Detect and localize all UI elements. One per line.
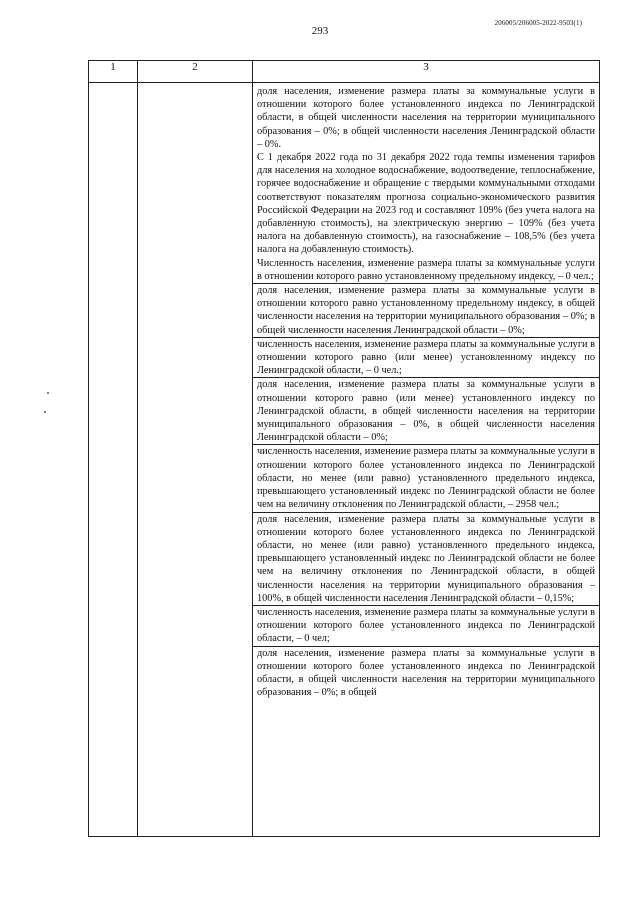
scan-mark bbox=[47, 392, 49, 394]
table-header-row bbox=[89, 61, 600, 83]
table-row bbox=[89, 83, 600, 837]
column-1-cell bbox=[89, 83, 138, 837]
paragraph: Численность населения, изменение размера платы за коммунальные услуги в отношении которого равно установленному предельному индексу, – 0 чел.; bbox=[257, 257, 595, 282]
paragraph: численность населения, изменение размера платы за коммунальные услуги в отношении которого более установленного индекса по Ленинградской области, но менее (или равно) установленного предельного индекса, превышающего установленный индекс по Ленинградской области не более чем на величину отклонения по Ленинградской области, – 2958 чел.; bbox=[257, 446, 596, 511]
column-header-2: 2 bbox=[138, 61, 253, 83]
cell-text bbox=[253, 83, 599, 699]
paragraph: доля населения, изменение размера платы за коммунальные услуги в отношении которого равно установленному предельному индексу, в общей численности населения на территории муниципального образования – 0%; в общей численности населения Ленинградской области – 0%; bbox=[257, 285, 595, 336]
paragraph: доля населения, изменение размера платы за коммунальные услуги в отношении которого более установленного индекса по Ленинградской области, но менее (или равно) установленного предельного индекса, превышающего установленный индекс по Ленинградской области не более чем на величину отклонения по Ленинградской области, в общей численности населения на территории муниципального образования – 100%, в общей численности населения Ленинградской области – 0,15%; bbox=[257, 513, 595, 604]
column-2-cell bbox=[138, 83, 253, 837]
document-code: 206005/206005-2022-9503(1) bbox=[494, 19, 582, 27]
column-header-3: 3 bbox=[253, 61, 600, 83]
paragraph: доля населения, изменение размера платы за коммунальные услуги в отношении которого равно (или менее) установленного индексу по Ленинградской области, в общей численности населения на территории муниципального образования – 0%, в общей численности населения Ленинградской области – 0%; bbox=[257, 379, 595, 444]
paragraph: С 1 декабря 2022 года по 31 декабря 2022 года темпы изменения тарифов для населения на холодное водоснабжение, водоотведение, теплоснабжение, горячее водоснабжение и обращение с твердыми коммунальными отходами соответствуют показателям прогноза социально-экономического развития Российской Федерации на 2023 год и составляют 109% (без учета налога на добавленную стоимость), на электрическую энергию – 109% (без учета налога на добавленную стоимость), на газоснабжение – 108,5% (без учета налога на добавленную стоимость). bbox=[257, 152, 595, 256]
paragraph: численность населения, изменение размера платы за коммунальные услуги в отношении которого равно (или менее) установленному индексу по Ленинградской области, – 0 чел.; bbox=[257, 338, 596, 377]
page-number: 293 bbox=[311, 25, 329, 37]
column-3-cell bbox=[253, 83, 600, 837]
paragraph: численность населения, изменение размера платы за коммунальные услуги в отношении которого более установленного индекса по Ленинградской области, – 0 чел; bbox=[257, 606, 596, 645]
column-header-1: 1 bbox=[89, 61, 138, 83]
document-table bbox=[88, 60, 600, 837]
scan-mark bbox=[44, 411, 46, 413]
paragraph: доля населения, изменение размера платы за коммунальные услуги в отношении которого более установленного индекса по Ленинградской области, в общей численности населения на территории муниципального образования – 0%; в общей численности населения Ленинградской области – 0%. bbox=[257, 86, 595, 150]
paragraph: доля населения, изменение размера платы за коммунальные услуги в отношении которого более установленного индекса по Ленинградской области, в общей численности населения на территории муниципального образования – 0%; в общей bbox=[257, 647, 595, 699]
